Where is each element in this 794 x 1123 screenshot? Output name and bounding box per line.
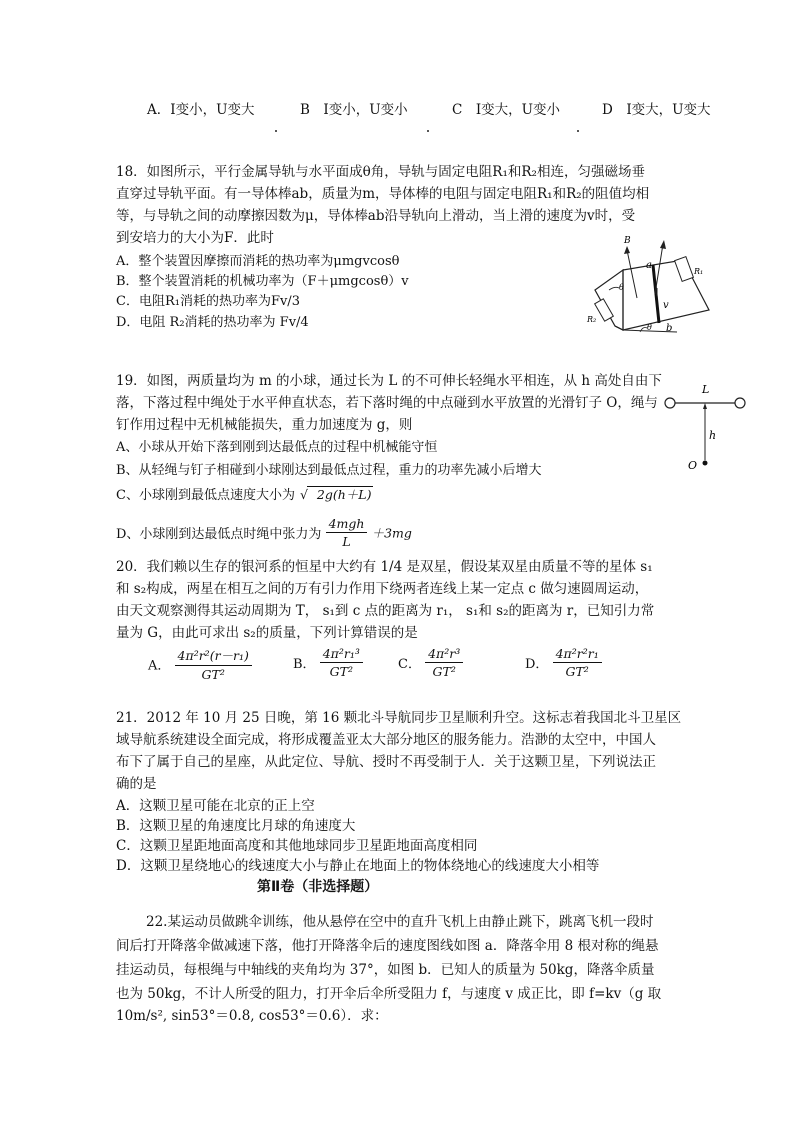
sqrt-radicand: 2g(h＋L) (316, 487, 372, 502)
q22-stem-line: 挂运动员，每根绳与中轴线的夹角均为 37°，如图 b．已知人的质量为 50kg，降落伞质量 (116, 962, 655, 978)
fraction-denominator: GT² (432, 664, 456, 679)
q18-option-c: C．电阻R₁消耗的热功率为Fv/3 (116, 294, 300, 309)
q18-stem-line: 等，与导轨之间的动摩擦因数为μ，导体棒ab沿导轨向上滑动，当上滑的速度为v时，受 (116, 208, 636, 224)
figure-label-o: O (688, 459, 698, 472)
separator-dot (275, 130, 277, 132)
fraction-denominator: GT² (201, 667, 225, 682)
q22-stem-line: 10m/s², sin53°＝0.8, cos53°＝0.6）．求： (116, 1008, 388, 1024)
q22-stem-line: 也为 50kg，不计人所受的阻力，打开伞后伞所受阻力 f，与速度 v 成正比，即 f=kv（g 取 (116, 986, 662, 1002)
q17-option-c: C I变大，U变小 (452, 102, 561, 118)
fraction-numerator: 4π²r²(r－r₁) (175, 646, 252, 666)
q22-stem-line: 22.某运动员做跳伞训练，他从悬停在空中的直升飞机上由静止跳下，跳离飞机一段时 (146, 914, 654, 930)
q17-option-a: A．I变小，U变大 (147, 102, 255, 118)
q17-option-b: B I变小，U变小 (300, 102, 408, 118)
figure-label-l: L (702, 383, 710, 396)
fraction-denominator: GT² (329, 664, 353, 679)
q21-stem-line: 布下了属于自己的星座，从此定位、导航、授时不再受制于人．关于这颗卫星，下列说法正 (116, 754, 656, 770)
q18-option-b: B．整个装置消耗的机械功率为（F＋μmgcosθ）v (116, 274, 409, 289)
q20-stem-line: 20．我们赖以生存的银河系的恒星中大约有 1/4 是双星，假设某双星由质量不等的星体 s₁ (116, 559, 653, 575)
fraction-denominator: GT² (565, 664, 589, 679)
fraction-numerator: 4mgh (326, 516, 368, 533)
mass-fraction-c (425, 646, 463, 679)
inclined-rails-figure (585, 228, 715, 340)
q20-option-c (398, 646, 463, 679)
q19-option-a: A、小球从开始下落到刚到达最低点的过程中机械能守恒 (116, 440, 438, 455)
option-label: B． (293, 657, 316, 672)
q20-option-a (148, 646, 252, 682)
mass-fraction-b (320, 646, 363, 679)
q20-stem-line: 和 s₂构成，两星在相互之间的万有引力作用下绕两者连线上某一定点 c 做匀速圆周运动， (116, 581, 649, 597)
q18-option-a: A．整个装置因摩擦而消耗的热功率为μmgvcosθ (116, 254, 400, 269)
figure-label-theta: θ (647, 323, 652, 332)
q21-stem-line: 21．2012 年 10 月 25 日晚，第 16 颗北斗导航同步卫星顺利升空。这标志着我国北斗卫星区 (116, 710, 682, 726)
section-heading: 第Ⅱ卷（非选择题） (257, 879, 379, 895)
figure-label-v: v (663, 300, 669, 311)
q18-stem-line: 到安培力的大小为F．此时 (116, 230, 274, 246)
option-label: D． (525, 657, 549, 672)
q19-stem-line: 落，下落过程中绳处于水平伸直状态，若下落时绳的中点碰到水平放置的光滑钉子 O，绳与 (116, 395, 658, 411)
q17-option-d: D I变大，U变大 (602, 102, 711, 118)
figure-label-b-field: B (624, 236, 631, 246)
separator-dot (427, 130, 429, 132)
q21-option-a: A．这颗卫星可能在北京的正上空 (116, 798, 315, 814)
mass-fraction-d (553, 646, 602, 679)
figure-label-h: h (709, 429, 717, 442)
fraction-denominator: L (342, 534, 351, 549)
q20-option-d (525, 646, 602, 679)
figure-label-b: b (666, 323, 673, 334)
figure-label-theta: θ (619, 283, 624, 292)
option-label: C． (398, 657, 421, 672)
q19-option-b: B、从轻绳与钉子相碰到小球刚达到最低点过程，重力的功率先减小后增大 (116, 463, 542, 478)
q19-option-d (116, 516, 412, 549)
mass-fraction-a (175, 646, 252, 682)
option-label: A． (148, 658, 171, 674)
figure-label-r1: R₁ (694, 267, 704, 276)
q21-option-d: D．这颗卫星绕地心的线速度大小与静止在地面上的物体绕地心的线速度大小相等 (116, 858, 600, 874)
q20-option-b (293, 646, 363, 679)
q19-option-c-text: C、小球刚到最低点速度大小为 (116, 488, 295, 503)
figure-label-a: a (646, 260, 652, 271)
q18-option-d: D．电阻 R₂消耗的热功率为 Fv/4 (116, 315, 309, 330)
tension-fraction (326, 516, 368, 549)
q19-stem-line: 钉作用过程中无机械能损失，重力加速度为 g，则 (116, 417, 413, 433)
q18-stem-line: 18．如图所示，平行金属导轨与水平面成θ角，导轨与固定电阻R₁和R₂相连，匀强磁场垂 (116, 164, 645, 180)
q19-option-d-text: D、小球刚到达最低点时绳中张力为 (116, 527, 322, 542)
fraction-numerator: 4π²r²r₁ (553, 646, 602, 663)
q21-stem-line: 确的是 (116, 776, 157, 792)
q21-option-c: C．这颗卫星距地面高度和其他地球同步卫星距地面高度相同 (116, 838, 478, 854)
q19-stem-line: 19．如图，两质量均为 m 的小球，通过长为 L 的不可伸长轻绳水平相连，从 h 高处自由下 (116, 373, 662, 389)
fraction-numerator: 4π²r³ (425, 646, 463, 663)
q18-stem-line: 直穿过导轨平面。有一导体棒ab，质量为m，导体棒的电阻与固定电阻R₁和R₂的阻值均相 (116, 186, 650, 202)
q22-stem-line: 间后打开降落伞做减速下落，他打开降落伞后的速度图线如图 a．降落伞用 8 根对称的绳悬 (116, 938, 659, 954)
sqrt-expression: √ 2g(h＋L) (299, 487, 372, 502)
separator-dot (577, 130, 579, 132)
q20-stem-line: 量为 G，由此可求出 s₂的质量，下列计算错误的是 (116, 625, 418, 641)
q21-option-b: B．这颗卫星的角速度比月球的角速度大 (116, 818, 356, 834)
fraction-numerator: 4π²r₁³ (320, 646, 363, 663)
q21-stem-line: 域导航系统建设全面完成，将形成覆盖亚太大部分地区的服务能力。浩渺的太空中，中国人 (116, 732, 656, 748)
pendulum-nail-figure (660, 380, 750, 472)
figure-label-r2: R₂ (587, 315, 597, 324)
tension-tail: ＋3mg (371, 525, 412, 541)
q20-stem-line: 由天文观察测得其运动周期为 T， s₁到 c 点的距离为 r₁， s₁和 s₂的距离为 r，已知引力常 (116, 603, 655, 619)
q19-option-c (116, 484, 373, 503)
